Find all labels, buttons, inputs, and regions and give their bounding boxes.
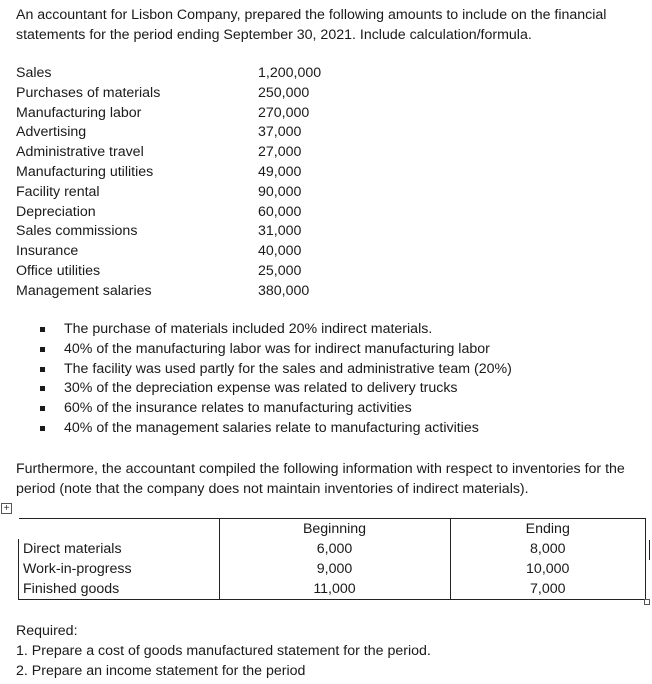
required-item: 2. Prepare an income statement for the period	[16, 663, 306, 679]
required-section	[16, 621, 431, 681]
amount-row	[16, 163, 321, 183]
amount-value: 27,000	[258, 144, 302, 161]
amount-value: 25,000	[258, 262, 302, 279]
amount-value: 49,000	[258, 163, 302, 180]
bullet-square-icon	[40, 426, 45, 431]
amount-label: Office utilities	[16, 262, 101, 279]
amount-value: 380,000	[258, 282, 310, 299]
amount-row	[16, 123, 321, 143]
amount-value: 40,000	[258, 243, 302, 260]
inventory-header-ending: Ending	[450, 519, 646, 540]
amount-label: Purchases of materials	[16, 84, 161, 101]
inventory-row	[19, 539, 646, 559]
inventory-ending: 10,000	[450, 559, 646, 579]
amounts-list	[16, 64, 321, 302]
amount-label: Administrative travel	[16, 144, 144, 161]
inventory-intro-paragraph: Furthermore, the accountant compiled the following information with respect to inventories for the period (note that the company does not maintain inventories of indirect materials).	[16, 461, 625, 497]
inventory-ending: 8,000	[450, 539, 646, 559]
amount-row	[16, 64, 321, 84]
bullet-square-icon	[40, 367, 45, 372]
table-move-handle-icon[interactable]: +	[1, 503, 12, 514]
amount-label: Sales commissions	[16, 223, 138, 240]
amount-label: Advertising	[16, 124, 87, 141]
amount-row	[16, 222, 321, 242]
intro-paragraph: An accountant for Lisbon Company, prepared the following amounts to include on the financial statements for the period ending September 30, 2021. Include calculation/formula.	[16, 7, 607, 43]
inventory-ending: 7,000	[450, 579, 646, 600]
table-resize-handle-icon[interactable]	[644, 599, 650, 605]
amount-row	[16, 262, 321, 282]
amount-row	[16, 183, 321, 203]
amount-label: Management salaries	[16, 282, 152, 299]
amount-label: Depreciation	[16, 203, 96, 220]
amount-label: Manufacturing utilities	[16, 163, 154, 180]
amount-value: 1,200,000	[258, 65, 322, 81]
bullet-item: The facility was used partly for the sales and administrative team (20%)	[40, 360, 512, 380]
amount-label: Manufacturing labor	[16, 104, 142, 121]
row-end-marker	[649, 540, 650, 560]
bullet-item: 30% of the depreciation expense was related to delivery trucks	[40, 379, 512, 399]
amount-row	[16, 242, 321, 262]
amount-value: 60,000	[258, 203, 302, 220]
inventory-beginning: 6,000	[219, 539, 450, 559]
bullet-square-icon	[40, 347, 45, 352]
bullet-item: 40% of the management salaries relate to manufacturing activities	[40, 419, 512, 439]
amount-row	[16, 282, 321, 302]
amount-label: Sales	[16, 65, 52, 81]
required-title: Required:	[16, 623, 78, 639]
bullet-item: The purchase of materials included 20% indirect materials.	[40, 320, 512, 340]
inventory-label: Finished goods	[19, 579, 220, 600]
amount-value: 270,000	[258, 104, 310, 121]
bullet-square-icon	[40, 386, 45, 391]
inventory-table	[18, 518, 646, 600]
amount-value: 250,000	[258, 84, 310, 101]
amount-value: 31,000	[258, 223, 302, 240]
amount-row	[16, 104, 321, 124]
inventory-row	[19, 579, 646, 600]
inventory-row	[19, 559, 646, 579]
bullet-item: 40% of the manufacturing labor was for indirect manufacturing labor	[40, 340, 512, 360]
inventory-header-row	[19, 519, 646, 540]
amount-label: Insurance	[16, 243, 79, 260]
bullet-square-icon	[40, 327, 45, 332]
inventory-label: Direct materials	[19, 539, 220, 559]
amount-value: 90,000	[258, 183, 302, 200]
notes-bullet-list	[40, 320, 512, 439]
bullet-item: 60% of the insurance relates to manufacturing activities	[40, 399, 512, 419]
amount-label: Facility rental	[16, 183, 100, 200]
amount-row	[16, 143, 321, 163]
inventory-header-blank	[19, 519, 220, 540]
inventory-beginning: 11,000	[219, 579, 450, 600]
inventory-beginning: 9,000	[219, 559, 450, 579]
required-item: 1. Prepare a cost of goods manufactured statement for the period.	[16, 643, 431, 659]
inventory-label: Work-in-progress	[19, 559, 220, 579]
amount-row	[16, 203, 321, 223]
amount-value: 37,000	[258, 124, 302, 141]
inventory-header-beginning: Beginning	[219, 519, 450, 540]
amount-row	[16, 84, 321, 104]
bullet-square-icon	[40, 406, 45, 411]
